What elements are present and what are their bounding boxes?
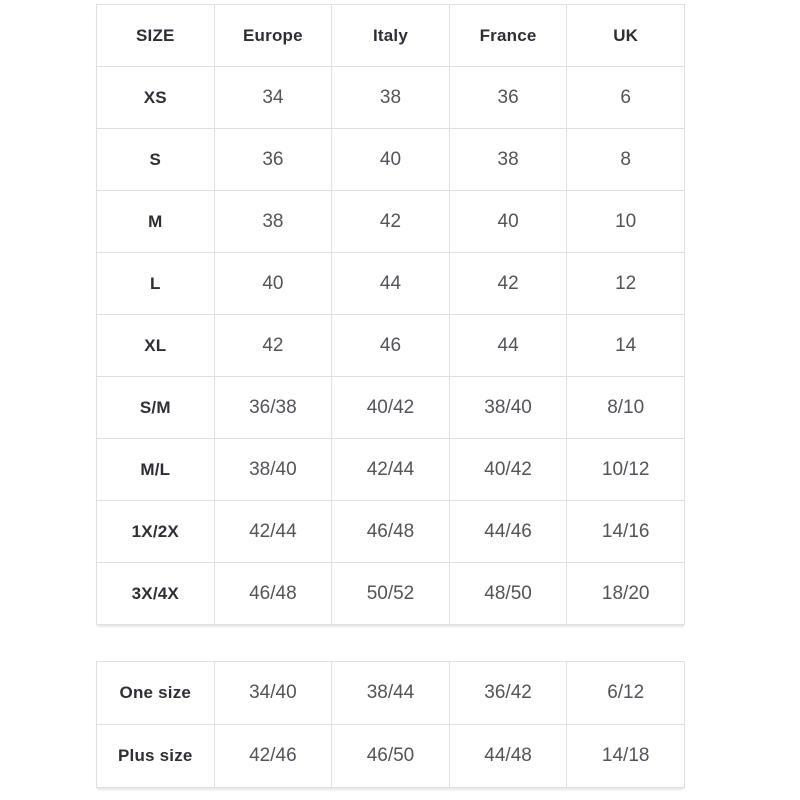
size-value-cell: 36/42	[449, 662, 567, 725]
size-label-cell: S	[97, 129, 215, 191]
table-row	[97, 725, 685, 788]
size-value-cell: 40	[449, 191, 567, 253]
table-row	[97, 662, 685, 725]
size-value-cell: 38/40	[449, 377, 567, 439]
size-value-cell: 42	[214, 315, 332, 377]
size-value-cell: 40	[214, 253, 332, 315]
table-row	[97, 253, 685, 315]
table-row	[97, 377, 685, 439]
size-label-cell: S/M	[97, 377, 215, 439]
size-value-cell: 14	[567, 315, 685, 377]
size-value-cell: 44	[449, 315, 567, 377]
size-value-cell: 42/44	[214, 501, 332, 563]
size-value-cell: 48/50	[449, 563, 567, 625]
column-header-size: SIZE	[97, 5, 215, 67]
size-value-cell: 46/48	[332, 501, 450, 563]
size-value-cell: 8/10	[567, 377, 685, 439]
size-label-cell: M	[97, 191, 215, 253]
size-value-cell: 36	[214, 129, 332, 191]
size-value-cell: 42/44	[332, 439, 450, 501]
table-row	[97, 129, 685, 191]
column-header-uk: UK	[567, 5, 685, 67]
column-header-italy: Italy	[332, 5, 450, 67]
standard-size-table-header	[97, 5, 685, 67]
size-value-cell: 50/52	[332, 563, 450, 625]
special-size-table-body	[97, 662, 685, 788]
size-value-cell: 36	[449, 67, 567, 129]
table-row	[97, 563, 685, 625]
size-label-cell: One size	[97, 662, 215, 725]
standard-size-table-body	[97, 67, 685, 625]
size-value-cell: 46/50	[332, 725, 450, 788]
size-value-cell: 42/46	[214, 725, 332, 788]
size-value-cell: 8	[567, 129, 685, 191]
size-value-cell: 18/20	[567, 563, 685, 625]
size-value-cell: 44	[332, 253, 450, 315]
size-value-cell: 6/12	[567, 662, 685, 725]
column-header-europe: Europe	[214, 5, 332, 67]
size-value-cell: 34/40	[214, 662, 332, 725]
size-tables-container	[96, 4, 685, 788]
size-value-cell: 36/38	[214, 377, 332, 439]
size-value-cell: 40/42	[449, 439, 567, 501]
size-value-cell: 12	[567, 253, 685, 315]
size-value-cell: 44/48	[449, 725, 567, 788]
size-value-cell: 14/18	[567, 725, 685, 788]
size-value-cell: 42	[332, 191, 450, 253]
table-row	[97, 439, 685, 501]
size-label-cell: 3X/4X	[97, 563, 215, 625]
special-size-table	[96, 661, 685, 788]
header-row	[97, 5, 685, 67]
size-value-cell: 38	[449, 129, 567, 191]
size-label-cell: Plus size	[97, 725, 215, 788]
table-gap	[96, 625, 685, 661]
size-value-cell: 40	[332, 129, 450, 191]
size-value-cell: 46	[332, 315, 450, 377]
size-label-cell: XL	[97, 315, 215, 377]
size-value-cell: 38/40	[214, 439, 332, 501]
size-label-cell: 1X/2X	[97, 501, 215, 563]
size-label-cell: L	[97, 253, 215, 315]
size-value-cell: 44/46	[449, 501, 567, 563]
standard-size-table	[96, 4, 685, 625]
table-row	[97, 501, 685, 563]
size-value-cell: 40/42	[332, 377, 450, 439]
size-value-cell: 6	[567, 67, 685, 129]
size-value-cell: 34	[214, 67, 332, 129]
size-value-cell: 38	[214, 191, 332, 253]
size-value-cell: 38/44	[332, 662, 450, 725]
size-value-cell: 38	[332, 67, 450, 129]
table-row	[97, 315, 685, 377]
size-value-cell: 10/12	[567, 439, 685, 501]
size-value-cell: 46/48	[214, 563, 332, 625]
table-row	[97, 191, 685, 253]
size-value-cell: 10	[567, 191, 685, 253]
column-header-france: France	[449, 5, 567, 67]
size-value-cell: 14/16	[567, 501, 685, 563]
size-label-cell: M/L	[97, 439, 215, 501]
size-label-cell: XS	[97, 67, 215, 129]
table-row	[97, 67, 685, 129]
size-value-cell: 42	[449, 253, 567, 315]
